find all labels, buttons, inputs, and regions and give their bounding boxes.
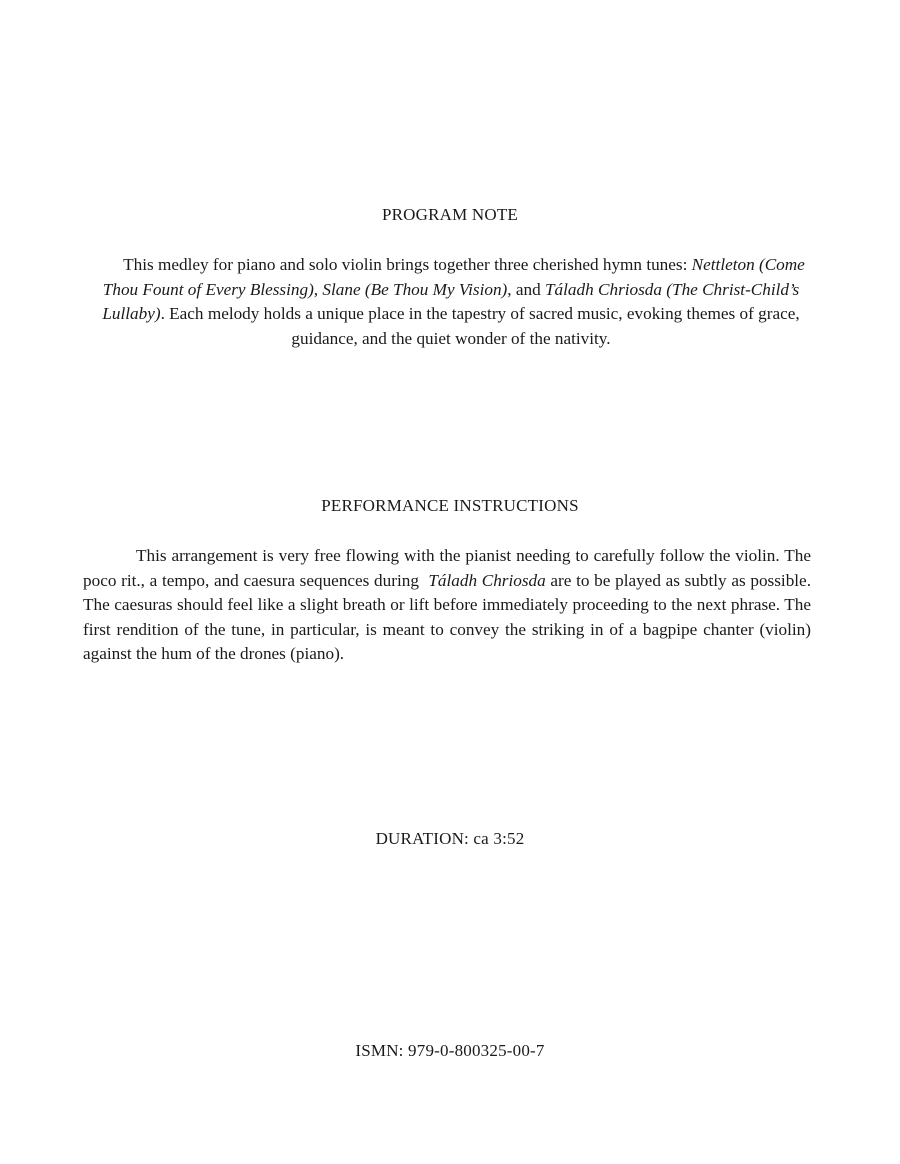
tune-title-taladh-chriosda: Táladh Chriosda (The Christ-Child’s Lullaby) — [102, 279, 800, 323]
duration-text: DURATION: ca 3:52 — [375, 829, 525, 848]
ismn-text: ISMN: 979-0-800325-00-7 — [355, 1041, 545, 1060]
tune-title-taladh-chriosda-inline: Táladh Chriosda — [428, 570, 546, 590]
performance-instructions-heading: PERFORMANCE INSTRUCTIONS — [321, 496, 579, 515]
tune-title-slane: Slane (Be Thou My Vision) — [322, 279, 508, 299]
program-note-paragraph — [90, 253, 812, 351]
performance-text-2: are to be played as subtly as possible. The caesuras should feel like a slight breath or lift before immediately proceeding to the next phrase. The first rendition of the tune, in particular, is meant to convey the striking in of a bagpipe chanter (violin) against the hum of the drones (piano). — [83, 570, 811, 663]
program-note-separator-2: , and — [507, 279, 545, 299]
tune-title-nettleton: Nettleton (Come Thou Fount of Every Blessing) — [102, 255, 805, 299]
program-note-text-1: This medley for piano and solo violin brings together three cherished hymn tunes: — [123, 255, 692, 274]
program-note-heading: PROGRAM NOTE — [381, 205, 519, 224]
performance-instructions-paragraph — [83, 544, 820, 667]
program-note-text-2: . Each melody holds a unique place in the tapestry of sacred music, evoking themes of grace, guidance, and the quiet wonder of the nativity. — [160, 304, 800, 348]
performance-text-1: This arrangement is very free flowing with the pianist needing to carefully follow the violin. The poco rit., a tempo, and caesura sequences during — [83, 546, 820, 590]
program-note-separator-1: , — [313, 279, 323, 299]
